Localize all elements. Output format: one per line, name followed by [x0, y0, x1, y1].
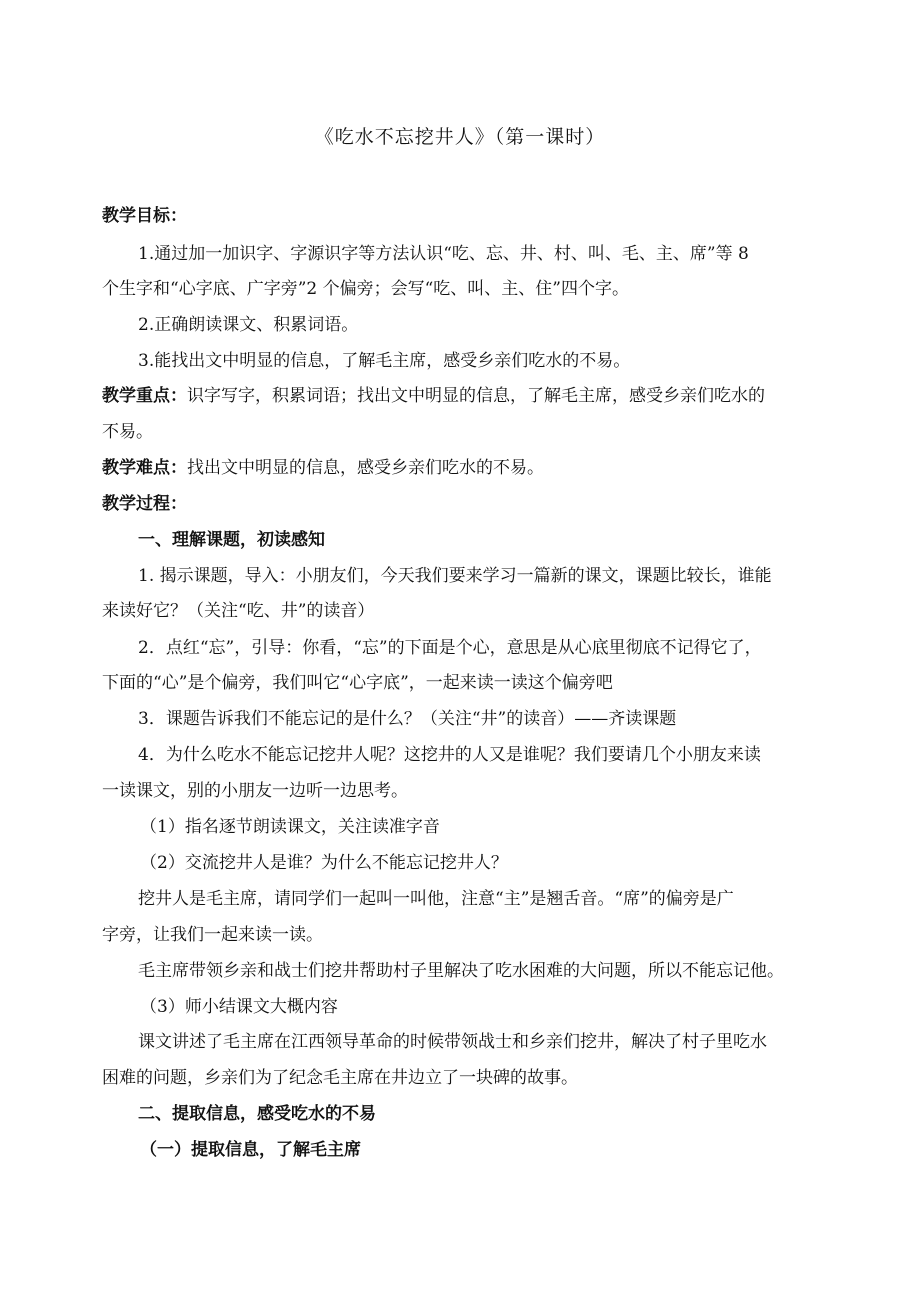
answer-1-line-1: 挖井人是毛主席，请同学们一起叫一叫他，注意“主”是翘舌音。“席”的偏旁是广	[138, 889, 734, 909]
key-points-text: 识字写字，积累词语；找出文中明显的信息，了解毛主席，感受乡亲们吃水的	[187, 386, 765, 406]
difficulties-text: 找出文中明显的信息，感受乡亲们吃水的不易。	[187, 458, 544, 478]
objective-3: 3.能找出文中明显的信息，了解毛主席，感受乡亲们吃水的不易。	[138, 351, 631, 371]
substep-3: （3）师小结课文大概内容	[140, 997, 338, 1017]
summary-line-2: 困难的问题，乡亲们为了纪念毛主席在井边立了一块碑的故事。	[102, 1068, 578, 1088]
step-1-line-1: 1. 揭示课题，导入：小朋友们，今天我们要来学习一篇新的课文，课题比较长，谁能	[138, 566, 772, 586]
difficulties-line	[102, 458, 544, 478]
objective-2: 2.正确朗读课文、积累词语。	[138, 315, 359, 335]
step-2-line-2: 下面的“心”是个偏旁，我们叫它“心字底”，一起来读一读这个偏旁吧	[102, 673, 613, 693]
difficulties-label: 教学难点：	[102, 458, 187, 478]
key-points-label: 教学重点：	[102, 386, 187, 406]
part-2-heading: 二、提取信息，感受吃水的不易	[138, 1104, 376, 1124]
objective-1-line-2: 个生字和“心字底、广字旁”2 个偏旁；会写“吃、叫、主、住”四个字。	[102, 279, 629, 299]
step-3: 3．课题告诉我们不能忘记的是什么？（关注“井”的读音）——齐读课题	[138, 709, 677, 729]
section-heading-process: 教学过程：	[102, 494, 187, 514]
substep-2: （2）交流挖井人是谁？为什么不能忘记挖井人？	[140, 853, 508, 873]
step-1-line-2: 来读好它？（关注“吃、井”的读音）	[102, 601, 375, 621]
part-1-heading: 一、理解课题，初读感知	[138, 530, 325, 550]
section-heading-objectives: 教学目标：	[102, 206, 187, 226]
part-2-sub-heading: （一）提取信息，了解毛主席	[140, 1140, 361, 1160]
key-points-line-1	[102, 386, 765, 406]
step-4-line-1: 4．为什么吃水不能忘记挖井人呢？这挖井的人又是谁呢？我们要请几个小朋友来读	[138, 745, 761, 765]
summary-line-1: 课文讲述了毛主席在江西领导革命的时候带领战士和乡亲们挖井，解决了村子里吃水	[138, 1032, 767, 1052]
substep-1: （1）指名逐节朗读课文，关注读准字音	[140, 817, 440, 837]
answer-1-line-2: 字旁，让我们一起来读一读。	[102, 925, 323, 945]
key-points-line-2: 不易。	[102, 422, 153, 442]
step-4-line-2: 一读课文，别的小朋友一边听一边思考。	[102, 781, 408, 801]
page-title: 《吃水不忘挖井人》（第一课时）	[314, 126, 606, 148]
step-2-line-1: 2．点红“忘”，引导：你看，“忘”的下面是个心，意思是从心底里彻底不记得它了，	[138, 638, 762, 658]
answer-2: 毛主席带领乡亲和战士们挖井帮助村子里解决了吃水困难的大问题，所以不能忘记他。	[138, 961, 784, 981]
objective-1-line-1: 1.通过加一加识字、字源识字等方法认识“吃、忘、井、村、叫、毛、主、席”等 8	[138, 244, 749, 264]
